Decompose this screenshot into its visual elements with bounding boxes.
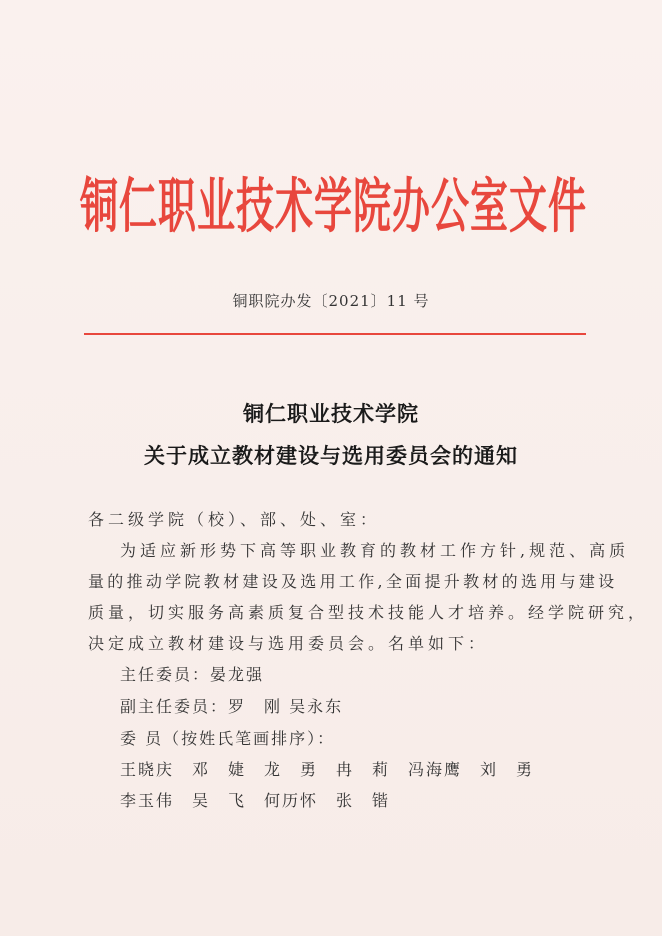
paragraph-line: 为适应新形势下高等职业教育的教材工作方针,规范、高质 [120,541,630,560]
red-divider [84,333,586,335]
paragraph-line: 决定成立教材建设与选用委员会。名单如下： [88,634,489,653]
paragraph-line: 量的推动学院教材建设及选用工作,全面提升教材的选用与建设 [88,572,618,591]
deputy-directors-line: 副主任委员：罗 刚 吴永东 [120,697,344,716]
document-number: 铜职院办发〔2021〕11 号 [232,292,430,310]
members-label: 委 员（按姓氏笔画排序）： [120,729,336,748]
paragraph-line: 质量，切实服务高素质复合型技术技能人才培养。经学院研究， [88,603,649,622]
members-line-1: 王晓庆 邓 婕 龙 勇 冉 莉 冯海鹰 刘 勇 [120,760,535,779]
issuer-header: 铜仁职业技术学院办公室文件 [80,172,588,241]
members-line-2: 李玉伟 吴 飞 何历怀 张 锴 [120,791,391,810]
title-line-2: 关于成立教材建设与选用委员会的通知 [144,443,518,468]
director-line: 主任委员：晏龙强 [120,665,265,684]
salutation: 各二级学院（校）、部、处、室： [88,510,381,529]
title-line-1: 铜仁职业技术学院 [243,401,419,426]
